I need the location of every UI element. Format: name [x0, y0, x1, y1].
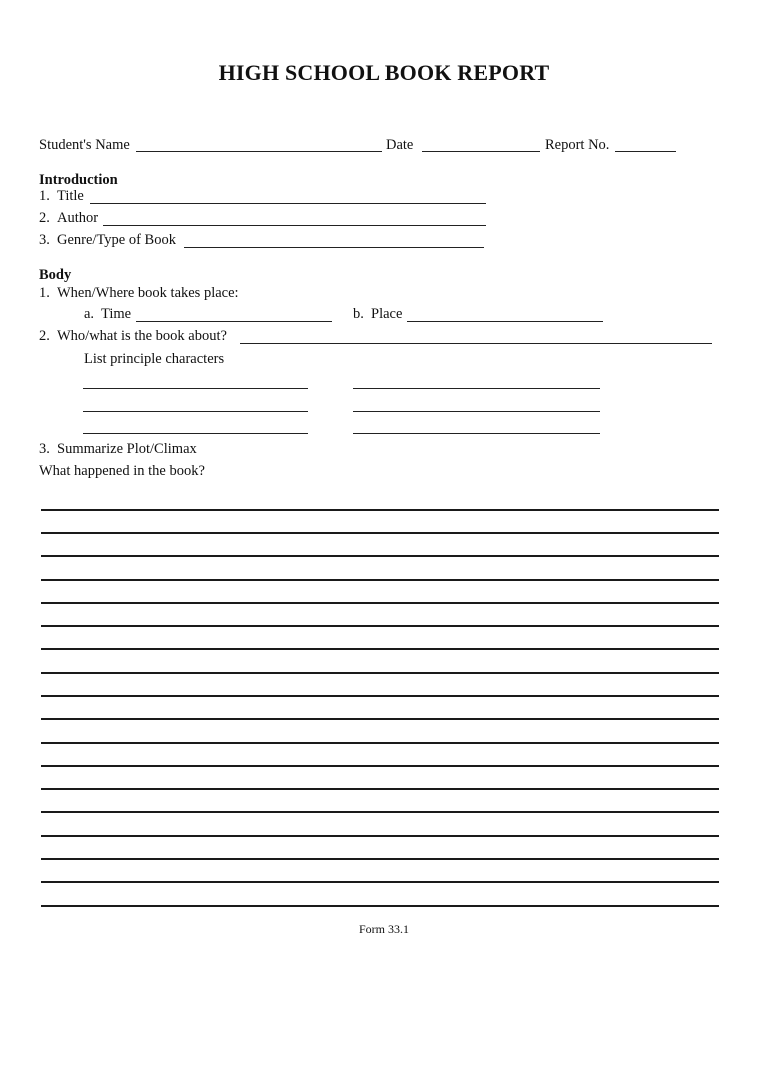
body-item-number: 1.: [39, 285, 50, 301]
student-name-field[interactable]: [136, 151, 382, 152]
character-field[interactable]: [83, 433, 308, 434]
about-field[interactable]: [240, 343, 712, 344]
character-field[interactable]: [353, 388, 600, 389]
summary-writing-line[interactable]: [41, 602, 719, 604]
introduction-heading: Introduction: [39, 172, 118, 188]
author-field[interactable]: [103, 225, 486, 226]
intro-item-number: 1.: [39, 188, 50, 204]
summary-writing-line[interactable]: [41, 765, 719, 767]
summary-writing-line[interactable]: [41, 672, 719, 674]
report-no-field[interactable]: [615, 151, 676, 152]
intro-item-number: 2.: [39, 210, 50, 226]
characters-label: List principle characters: [84, 351, 225, 367]
time-label: Time: [101, 306, 132, 322]
summary-writing-line[interactable]: [41, 509, 719, 511]
summary-writing-line[interactable]: [41, 835, 719, 837]
character-field[interactable]: [353, 411, 600, 412]
summary-writing-line[interactable]: [41, 648, 719, 650]
genre-field[interactable]: [184, 247, 484, 248]
form-title: HIGH SCHOOL BOOK REPORT: [218, 60, 550, 85]
plot-prompt: What happened in the book?: [39, 463, 205, 479]
author-label: Author: [57, 210, 99, 226]
report-no-label: Report No.: [545, 137, 610, 153]
body-heading: Body: [39, 267, 72, 283]
character-field[interactable]: [83, 411, 308, 412]
title-label: Title: [57, 188, 84, 204]
summary-writing-line[interactable]: [41, 881, 719, 883]
place-letter: b.: [353, 306, 364, 322]
time-field[interactable]: [136, 321, 332, 322]
intro-item-number: 3.: [39, 232, 50, 248]
summary-writing-line[interactable]: [41, 788, 719, 790]
setting-question-label: When/Where book takes place:: [57, 285, 239, 301]
summary-writing-line[interactable]: [41, 695, 719, 697]
summary-writing-line[interactable]: [41, 858, 719, 860]
place-field[interactable]: [407, 321, 603, 322]
summary-writing-line[interactable]: [41, 579, 719, 581]
date-field[interactable]: [422, 151, 540, 152]
title-field[interactable]: [90, 203, 486, 204]
summary-writing-line[interactable]: [41, 905, 719, 907]
character-field[interactable]: [83, 388, 308, 389]
body-item-number: 2.: [39, 328, 50, 344]
summary-writing-line[interactable]: [41, 811, 719, 813]
about-question-label: Who/what is the book about?: [57, 328, 227, 344]
student-name-label: Student's Name: [39, 137, 130, 153]
summary-writing-line[interactable]: [41, 718, 719, 720]
summary-writing-line[interactable]: [41, 625, 719, 627]
summary-writing-line[interactable]: [41, 555, 719, 557]
summary-writing-line[interactable]: [41, 742, 719, 744]
date-label: Date: [386, 137, 414, 153]
body-item-number: 3.: [39, 441, 50, 457]
place-label: Place: [371, 306, 403, 322]
summary-writing-line[interactable]: [41, 532, 719, 534]
plot-question-label: Summarize Plot/Climax: [57, 441, 197, 457]
character-field[interactable]: [353, 433, 600, 434]
form-number: Form 33.1: [358, 922, 409, 936]
time-letter: a.: [84, 306, 95, 322]
genre-label: Genre/Type of Book: [57, 232, 176, 248]
